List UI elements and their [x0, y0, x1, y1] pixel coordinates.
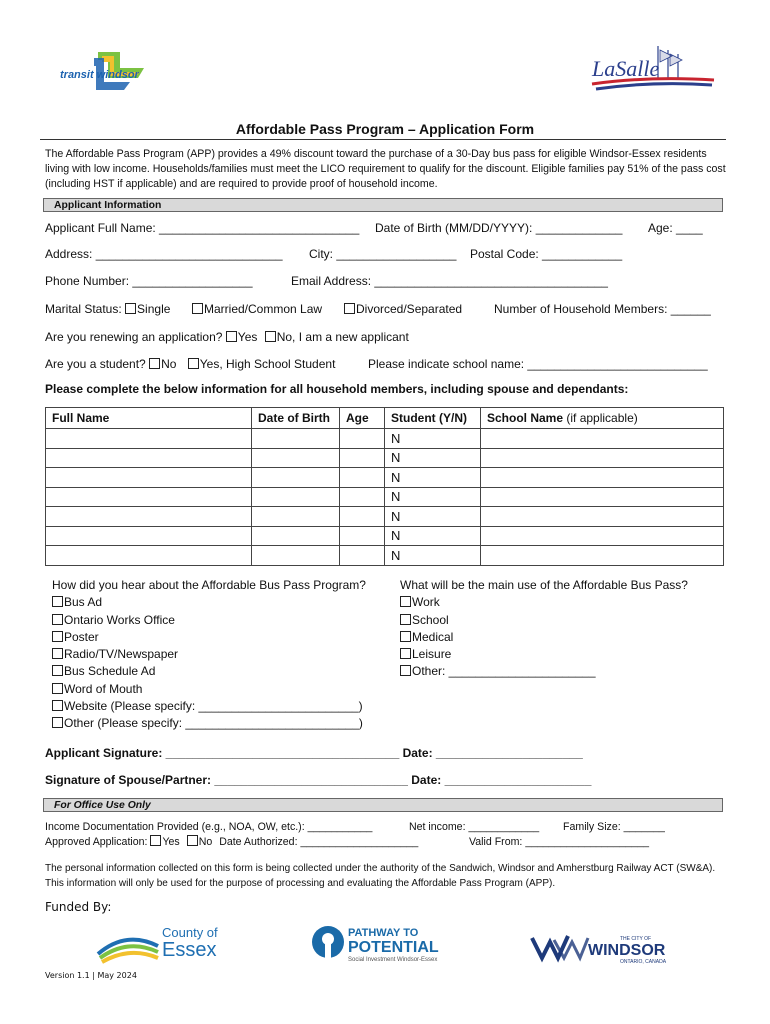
table-row	[46, 526, 724, 546]
spouse-signature-field[interactable]: Signature of Spouse/Partner: _____________________________ Date: ______________________	[45, 773, 592, 787]
renewing-question: Are you renewing an application?	[45, 330, 223, 344]
valid-from-field[interactable]: Valid From: _____________________	[469, 836, 650, 848]
school-name-field[interactable]: Please indicate school name: ___________________________	[368, 357, 708, 371]
svg-text:Essex: Essex	[162, 939, 217, 961]
family-size-field[interactable]: Family Size: _______	[563, 821, 665, 833]
student-no-checkbox[interactable]	[149, 358, 160, 369]
table-row	[46, 507, 724, 527]
student-cell[interactable]: N	[385, 448, 481, 468]
renewing-row	[45, 330, 409, 344]
col-school: School Name (if applicable)	[481, 408, 724, 429]
hear-checkbox[interactable]	[52, 665, 63, 676]
postal-code-field[interactable]: Postal Code: ____________	[470, 247, 623, 261]
hear-option: Poster	[52, 629, 366, 646]
hear-option: Word of Mouth	[52, 681, 366, 698]
date-of-birth-field[interactable]: Date of Birth (MM/DD/YYYY): _____________	[375, 221, 623, 235]
email-address-field[interactable]: Email Address: ___________________________________	[291, 274, 608, 288]
table-row	[46, 487, 724, 507]
divorced-checkbox[interactable]	[344, 303, 355, 314]
table-row	[46, 546, 724, 566]
svg-text:ONTARIO, CANADA: ONTARIO, CANADA	[620, 959, 667, 965]
use-checkbox[interactable]	[400, 631, 411, 642]
approved-yes-checkbox[interactable]	[150, 835, 161, 846]
use-checkbox[interactable]	[400, 665, 411, 676]
use-checkbox[interactable]	[400, 648, 411, 659]
applicant-section-label: Applicant Information	[54, 200, 162, 211]
form-title: Affordable Pass Program – Application Form	[235, 121, 535, 137]
hear-option: Radio/TV/Newspaper	[52, 646, 366, 663]
use-option: Leisure	[400, 646, 688, 663]
married-label: Married/Common Law	[204, 302, 323, 316]
svg-text:LaSalle: LaSalle	[592, 56, 660, 81]
hear-checkbox[interactable]	[52, 631, 63, 642]
office-section-label: For Office Use Only	[54, 800, 151, 811]
use-section	[400, 577, 688, 681]
use-option: School	[400, 612, 688, 629]
funded-by-label: Funded By:	[45, 900, 112, 914]
use-checkbox[interactable]	[400, 614, 411, 625]
hear-question: How did you hear about the Affordable Bus Pass Program?	[52, 578, 366, 592]
privacy-notice: The personal information collected on this form is being collected under the authority of the Sandwich, Windsor and Amherstburg Railway ACT (SW&A). This information will only be used for the purpose of processing and evaluating the Affordable Pass Program (APP).	[45, 863, 716, 889]
single-label: Single	[137, 302, 171, 316]
phone-number-field[interactable]: Phone Number: __________________	[45, 274, 253, 288]
svg-text:Social Investment Windsor-Esse: Social Investment Windsor-Essex	[348, 957, 438, 963]
table-row	[46, 468, 724, 488]
version-label: Version 1.1 | May 2024	[45, 971, 137, 980]
renewing-no-checkbox[interactable]	[265, 331, 276, 342]
col-full-name: Full Name	[46, 408, 252, 429]
married-checkbox[interactable]	[192, 303, 203, 314]
student-cell[interactable]: N	[385, 468, 481, 488]
age-field[interactable]: Age: ____	[648, 221, 703, 235]
student-cell[interactable]: N	[385, 526, 481, 546]
income-doc-field[interactable]: Income Documentation Provided (e.g., NOA, OW, etc.): ___________	[45, 821, 373, 833]
address-field[interactable]: Address: ____________________________	[45, 247, 283, 261]
student-cell[interactable]: N	[385, 429, 481, 449]
hear-checkbox[interactable]	[52, 648, 63, 659]
table-row	[46, 448, 724, 468]
student-question: Are you a student?	[45, 357, 146, 371]
renewing-yes-label: Yes	[237, 330, 258, 344]
student-cell[interactable]: N	[385, 487, 481, 507]
use-question: What will be the main use of the Affordable Bus Pass?	[400, 578, 688, 592]
county-of-essex-logo	[96, 920, 226, 969]
city-field[interactable]: City: __________________	[309, 247, 457, 261]
intro-paragraph: The Affordable Pass Program (APP) provides a 49% discount toward the purchase of a 30-Day bus pass for eligible Windsor-Essex residents living with low income. Households/families must meet the LICO requirement to qualify for the discount. Eligible families pay 51% of the pass cost (including HST if applicable) and are required to provide proof of household income.	[45, 148, 726, 190]
hear-checkbox[interactable]	[52, 683, 63, 694]
col-age: Age	[340, 408, 385, 429]
lasalle-logo	[588, 40, 718, 107]
use-option: Work	[400, 594, 688, 611]
approved-label: Approved Application:	[45, 836, 148, 848]
approved-row: Approved Application: Yes No Date Authorized: ____________________	[45, 836, 419, 848]
use-option: Medical	[400, 629, 688, 646]
svg-text:POTENTIAL: POTENTIAL	[348, 939, 439, 956]
col-dob: Date of Birth	[252, 408, 340, 429]
student-row	[45, 357, 335, 371]
applicant-section-bar	[43, 198, 723, 212]
divorced-label: Divorced/Separated	[356, 302, 463, 316]
hear-option: Ontario Works Office	[52, 612, 366, 629]
table-row	[46, 429, 724, 449]
household-table	[45, 407, 724, 566]
hear-checkbox[interactable]	[52, 596, 63, 607]
student-cell[interactable]: N	[385, 507, 481, 527]
student-no-label: No	[161, 357, 177, 371]
transit-text: transit windsor	[60, 69, 139, 81]
use-option: Other: ______________________	[400, 663, 688, 680]
table-header-row	[46, 408, 724, 429]
svg-text:PATHWAY TO: PATHWAY TO	[348, 927, 419, 939]
title-rule	[40, 139, 726, 140]
use-checkbox[interactable]	[400, 596, 411, 607]
date-authorized-field[interactable]: Date Authorized: ____________________	[219, 836, 419, 848]
hear-checkbox[interactable]	[52, 700, 63, 711]
household-members-field[interactable]: Number of Household Members: ______	[494, 302, 711, 316]
student-yes-checkbox[interactable]	[188, 358, 199, 369]
applicant-full-name-field[interactable]: Applicant Full Name: ______________________________	[45, 221, 360, 235]
approved-no-checkbox[interactable]	[187, 835, 198, 846]
svg-text:THE CITY OF: THE CITY OF	[620, 936, 652, 942]
office-section-bar	[43, 798, 723, 812]
svg-text:WINDSOR: WINDSOR	[588, 942, 666, 959]
city-of-windsor-logo	[530, 928, 690, 971]
marital-status-row	[45, 302, 170, 316]
household-instruction: Please complete the below information for all household members, including spouse and dependants:	[45, 382, 629, 396]
marital-status-label: Marital Status:	[45, 302, 122, 316]
pathway-to-potential-logo	[310, 922, 450, 969]
col-student: Student (Y/N)	[385, 408, 481, 429]
transit-windsor-logo	[58, 48, 150, 101]
hear-section	[52, 577, 366, 733]
applicant-signature-field[interactable]: Applicant Signature: ___________________________________ Date: ______________________	[45, 746, 583, 760]
net-income-field[interactable]: Net income: ____________	[409, 821, 540, 833]
renewing-yes-checkbox[interactable]	[226, 331, 237, 342]
svg-text:County of: County of	[162, 925, 218, 940]
hear-option: Other (Please specify: __________________________)	[52, 715, 366, 732]
hear-checkbox[interactable]	[52, 614, 63, 625]
student-cell[interactable]: N	[385, 546, 481, 566]
hear-option: Bus Schedule Ad	[52, 663, 366, 680]
single-checkbox[interactable]	[125, 303, 136, 314]
hear-option: Website (Please specify: ________________________)	[52, 698, 366, 715]
hear-option: Bus Ad	[52, 594, 366, 611]
married-option	[192, 302, 322, 316]
hear-checkbox[interactable]	[52, 717, 63, 728]
renewing-no-label: No, I am a new applicant	[276, 330, 409, 344]
student-yes-label: Yes, High School Student	[199, 357, 336, 371]
divorced-option	[344, 302, 462, 316]
